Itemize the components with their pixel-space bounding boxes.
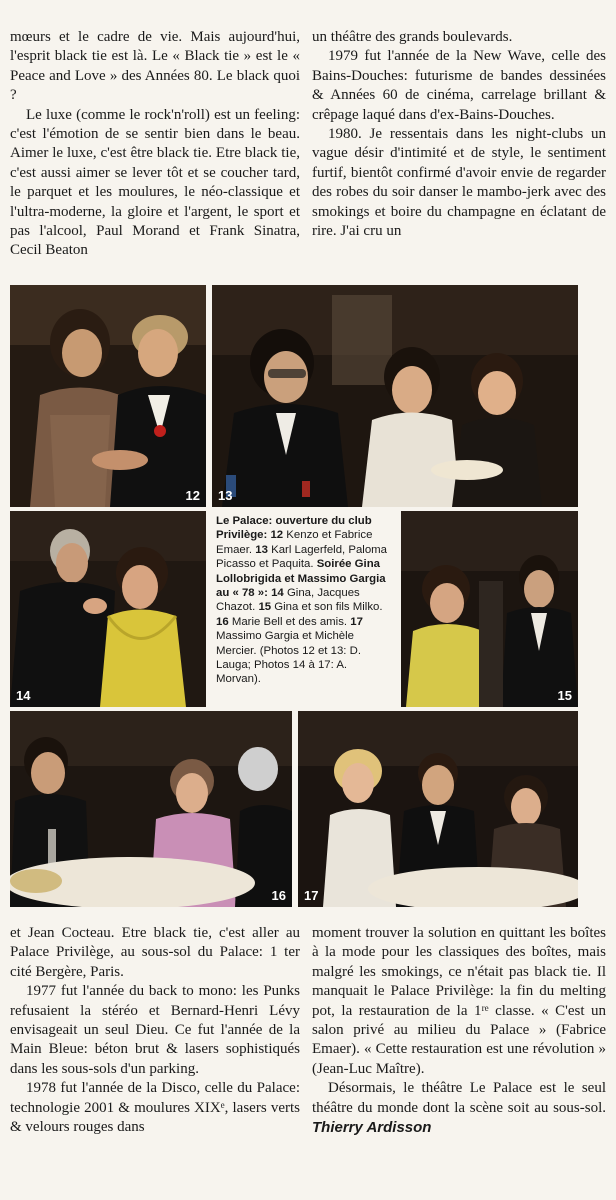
photo-caption [216,514,394,687]
caption-number: 14 [271,587,284,600]
paragraph: 1979 fut l'année de la New Wave, celle des Bains-Douches: futurisme de bandes dessinées & Années 60 de cinéma, carrelage brillant & crêpage laqué dans d'ex-Bains-Douches. [312,48,606,123]
photo-image [298,711,578,907]
photo-13-lagerfeld-picasso [212,285,578,507]
photo-16-marie-bell [10,711,292,907]
paragraph: mœurs et le cadre de vie. Mais aujourd'hui, l'esprit black tie est là. Le « Black tie » est le « Peace and Love » des Années 80. Le black quoi ? [10,29,300,104]
photo-number: 14 [16,688,31,703]
photo-number: 13 [218,488,233,503]
photo-number: 12 [185,488,200,503]
caption-text: Karl Lagerfeld, Paloma Picasso et Paquita. [216,543,387,571]
photo-image [10,511,206,707]
caption-text: Massimo Gargia et Michèle Mercier. [216,630,355,657]
photo-image [10,711,292,907]
paragraph: 1977 fut l'année du back to mono: les Punks refusaient la stéréo et Bernard-Henri Lévy envisageait un seul Dieu. Ce fut l'année de la Main Bleue: béton brut & lasers sophistiqués dans les sous-sols d'un parking. [10,983,300,1077]
paragraph: et Jean Cocteau. Etre black tie, c'est aller au Palace Privilège, au sous-sol du Palace: 1 ter cité Bergère, Paris. [10,925,300,980]
paragraph: Le luxe (comme le rock'n'roll) est un feeling: c'est l'émotion de se sentir bien dans le beau. Aimer le luxe, c'est être black tie. Etre black tie, c'est aussi aimer se lever tôt et se coucher tard, le parquet et les moulures, le néo-classique et l'ultra-moderne, la gloire et l'argent, le sport et pas l'alcool, Paul Morand et Frank Sinatra, Cecil Beaton [10,106,300,259]
column-bottom-left [10,924,300,1137]
photo-image [10,285,206,507]
column-top-left [10,28,300,261]
caption-number: 17 [350,615,363,628]
photo-15-gina-milko [401,511,578,707]
photo-image [212,285,578,507]
caption-number: 15 [258,601,272,614]
paragraph: 1978 fut l'année de la Disco, celle du Palace: technologie 2001 & moulures XIXᵉ, lasers verts & velours rouges dans [10,1080,300,1136]
column-top-right [312,28,606,241]
photo-number: 15 [557,688,572,703]
caption-number: 12 [270,529,284,542]
caption-heading: Le Palace: ouverture du club Privilège: [216,515,372,542]
caption-number: 13 [255,543,268,556]
caption-text: Marie Bell et des amis. [231,615,348,628]
caption-text: Gina et son fils Milko. [274,601,383,614]
paragraph: un théâtre des grands boulevards. [312,29,513,45]
paragraph [312,1079,606,1138]
paragraph: 1980. Je ressentais dans les night-clubs un vague désir d'intimité et de style, le sentiment furtif, bientôt confirmé d'avoir envie de regarder des robes du soir danser le mambo-jerk avec des smokings et boire du champagne en éclatant de rire. J'ai cru un [312,126,606,240]
paragraph-text: Désormais, le théâtre Le Palace est le seul théâtre du monde dont la scène soit au sous-sol. [312,1080,606,1116]
photo-number: 17 [304,888,319,903]
photo-number: 16 [271,888,286,903]
photo-14-gina-chazot [10,511,206,707]
caption-number: 16 [216,615,229,628]
photo-17-gargia-mercier [298,711,578,907]
caption-text: Gina, Jacques Chazot. [216,587,360,614]
caption-heading: Soirée Gina Lollobrigida et Massimo Gargia au « 78 »: [216,558,386,600]
paragraph: moment trouver la solution en quittant les boîtes à la mode pour les classiques des boîtes, mais malgré les smokings, ce n'était pas black tie. Il manquait le Palace Privilège: la fin du melting pot, la restauration de la 1ʳᵉ classe. « C'est un salon privé au milieu du Palace » (Fabrice Emaer). « Cette restauration est une révolution » (Jean-Luc Maître). [312,925,606,1077]
caption-text: Kenzo et Fabrice Emaer. [216,529,373,556]
column-bottom-right [312,924,606,1138]
author-signature: Thierry Ardisson [312,1119,432,1137]
photo-image [401,511,578,707]
photo-12-kenzo-emaer [10,285,206,507]
photo-credits: (Photos 12 et 13: D. Lauga; Photos 14 à 17: A. Morvan). [216,644,361,686]
